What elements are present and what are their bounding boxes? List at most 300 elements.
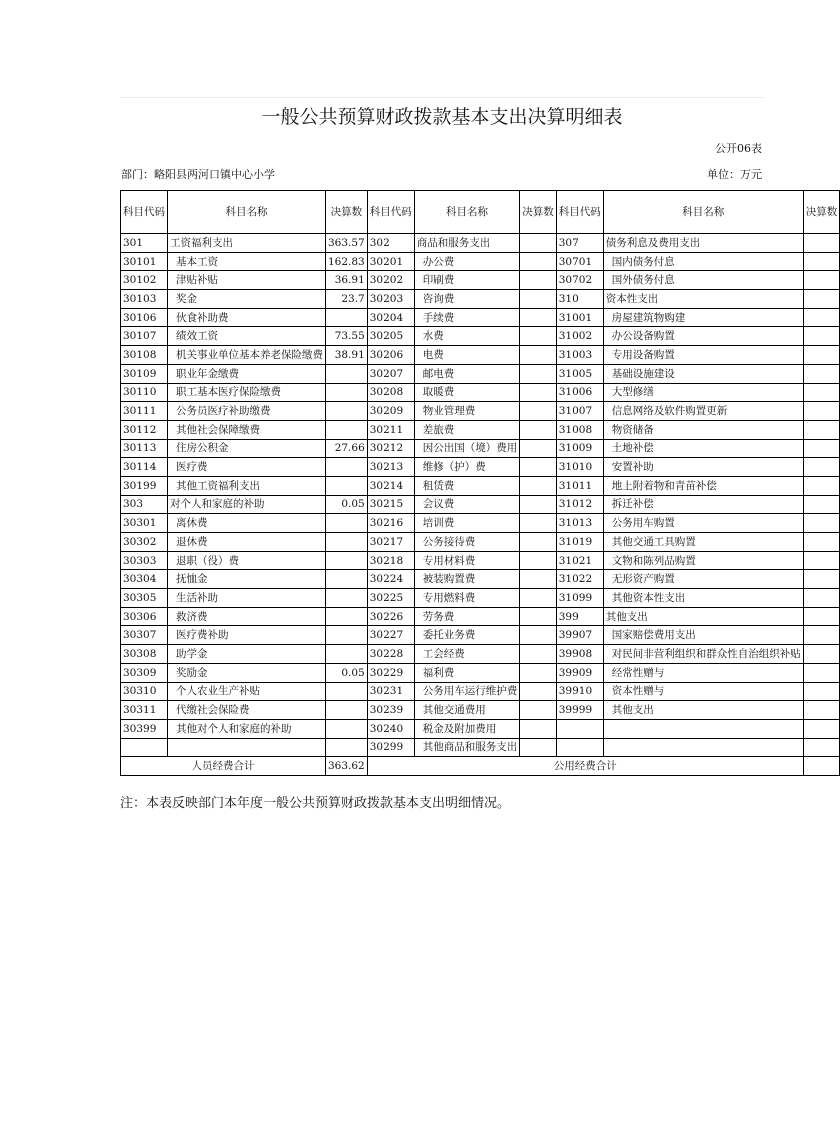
name-cell: 国内债务付息 bbox=[603, 252, 803, 271]
name-cell: 物业管理费 bbox=[414, 402, 520, 421]
name-cell: 公务接待费 bbox=[414, 533, 520, 552]
amount-cell bbox=[326, 383, 368, 402]
code-cell: 30303 bbox=[121, 551, 168, 570]
code-cell: 31013 bbox=[556, 514, 603, 533]
column-header: 科目名称 bbox=[414, 191, 520, 234]
name-cell: 印刷费 bbox=[414, 271, 520, 290]
column-header: 科目代码 bbox=[121, 191, 168, 234]
code-cell: 30114 bbox=[121, 458, 168, 477]
amount-cell bbox=[326, 738, 368, 757]
amount-cell bbox=[803, 383, 840, 402]
amount-cell bbox=[520, 514, 557, 533]
amount-cell bbox=[326, 570, 368, 589]
table-row bbox=[121, 551, 840, 570]
name-cell: 个人农业生产补贴 bbox=[168, 682, 326, 701]
name-cell: 职工基本医疗保险缴费 bbox=[168, 383, 326, 402]
amount-cell bbox=[803, 645, 840, 664]
code-cell: 30701 bbox=[556, 252, 603, 271]
name-cell: 工会经费 bbox=[414, 645, 520, 664]
name-cell bbox=[168, 738, 326, 757]
code-cell: 30102 bbox=[121, 271, 168, 290]
name-cell: 医疗费补助 bbox=[168, 626, 326, 645]
amount-cell bbox=[520, 682, 557, 701]
amount-cell bbox=[520, 738, 557, 757]
amount-cell bbox=[803, 570, 840, 589]
amount-cell bbox=[803, 738, 840, 757]
footnote: 注：本表反映部门本年度一般公共预算财政拨款基本支出明细情况。 bbox=[120, 796, 511, 811]
name-cell: 债务利息及费用支出 bbox=[603, 234, 803, 253]
amount-cell bbox=[326, 719, 368, 738]
amount-cell bbox=[803, 514, 840, 533]
name-cell: 土地补偿 bbox=[603, 439, 803, 458]
amount-cell bbox=[326, 589, 368, 608]
amount-cell bbox=[803, 234, 840, 253]
name-cell: 水费 bbox=[414, 327, 520, 346]
amount-cell bbox=[326, 682, 368, 701]
name-cell: 办公费 bbox=[414, 252, 520, 271]
name-cell: 对民间非营利组织和群众性自治组织补贴 bbox=[603, 645, 803, 664]
amount-cell bbox=[803, 364, 840, 383]
code-cell: 30201 bbox=[367, 252, 414, 271]
code-cell: 30203 bbox=[367, 290, 414, 309]
amount-cell bbox=[803, 458, 840, 477]
name-cell: 其他商品和服务支出 bbox=[414, 738, 520, 757]
name-cell: 地上附着物和青苗补偿 bbox=[603, 476, 803, 495]
code-cell: 310 bbox=[556, 290, 603, 309]
name-cell: 被装购置费 bbox=[414, 570, 520, 589]
code-cell: 30111 bbox=[121, 402, 168, 421]
code-cell: 30199 bbox=[121, 476, 168, 495]
name-cell: 培训费 bbox=[414, 514, 520, 533]
table-row bbox=[121, 719, 840, 738]
table-row bbox=[121, 439, 840, 458]
name-cell: 其他交通工具购置 bbox=[603, 533, 803, 552]
code-cell: 31005 bbox=[556, 364, 603, 383]
personnel-total-value: 363.62 bbox=[326, 757, 368, 776]
name-cell: 其他支出 bbox=[603, 607, 803, 626]
table-row bbox=[121, 383, 840, 402]
name-cell: 办公设备购置 bbox=[603, 327, 803, 346]
code-cell: 301 bbox=[121, 234, 168, 253]
code-cell: 30103 bbox=[121, 290, 168, 309]
amount-cell bbox=[803, 271, 840, 290]
name-cell: 手续费 bbox=[414, 308, 520, 327]
name-cell: 津贴补贴 bbox=[168, 271, 326, 290]
amount-cell bbox=[803, 439, 840, 458]
name-cell bbox=[603, 719, 803, 738]
code-cell: 30107 bbox=[121, 327, 168, 346]
name-cell: 工资福利支出 bbox=[168, 234, 326, 253]
table-header-row bbox=[121, 191, 840, 234]
table-row bbox=[121, 420, 840, 439]
name-cell: 职业年金缴费 bbox=[168, 364, 326, 383]
amount-cell bbox=[326, 645, 368, 664]
amount-cell bbox=[803, 290, 840, 309]
name-cell: 医疗费 bbox=[168, 458, 326, 477]
name-cell bbox=[603, 738, 803, 757]
code-cell: 30227 bbox=[367, 626, 414, 645]
column-header: 科目代码 bbox=[556, 191, 603, 234]
code-cell: 30209 bbox=[367, 402, 414, 421]
code-cell: 30702 bbox=[556, 271, 603, 290]
code-cell: 30112 bbox=[121, 420, 168, 439]
code-cell: 307 bbox=[556, 234, 603, 253]
name-cell: 住房公积金 bbox=[168, 439, 326, 458]
code-cell: 31011 bbox=[556, 476, 603, 495]
table-row bbox=[121, 364, 840, 383]
code-cell: 30205 bbox=[367, 327, 414, 346]
amount-cell bbox=[520, 719, 557, 738]
table-row bbox=[121, 570, 840, 589]
amount-cell bbox=[326, 364, 368, 383]
amount-cell bbox=[803, 701, 840, 720]
amount-cell bbox=[520, 271, 557, 290]
table-row bbox=[121, 514, 840, 533]
name-cell: 拆迁补偿 bbox=[603, 495, 803, 514]
table-row bbox=[121, 533, 840, 552]
amount-cell: 162.83 bbox=[326, 252, 368, 271]
code-cell: 30216 bbox=[367, 514, 414, 533]
code-cell: 30311 bbox=[121, 701, 168, 720]
amount-cell bbox=[326, 514, 368, 533]
table-row bbox=[121, 234, 840, 253]
amount-cell bbox=[326, 420, 368, 439]
name-cell: 商品和服务支出 bbox=[414, 234, 520, 253]
code-cell: 30306 bbox=[121, 607, 168, 626]
name-cell: 取暖费 bbox=[414, 383, 520, 402]
public-total-value bbox=[803, 757, 840, 776]
amount-cell bbox=[326, 701, 368, 720]
amount-cell bbox=[803, 308, 840, 327]
code-cell: 30299 bbox=[367, 738, 414, 757]
code-cell: 30211 bbox=[367, 420, 414, 439]
code-cell: 30240 bbox=[367, 719, 414, 738]
amount-cell bbox=[520, 570, 557, 589]
code-cell: 31019 bbox=[556, 533, 603, 552]
table-row bbox=[121, 476, 840, 495]
name-cell: 机关事业单位基本养老保险缴费 bbox=[168, 346, 326, 365]
name-cell: 其他资本性支出 bbox=[603, 589, 803, 608]
name-cell: 会议费 bbox=[414, 495, 520, 514]
amount-cell bbox=[520, 364, 557, 383]
name-cell: 房屋建筑物购建 bbox=[603, 308, 803, 327]
name-cell: 邮电费 bbox=[414, 364, 520, 383]
code-cell: 30224 bbox=[367, 570, 414, 589]
amount-cell bbox=[520, 290, 557, 309]
code-cell: 30309 bbox=[121, 663, 168, 682]
name-cell: 税金及附加费用 bbox=[414, 719, 520, 738]
name-cell: 基本工资 bbox=[168, 252, 326, 271]
name-cell: 对个人和家庭的补助 bbox=[168, 495, 326, 514]
name-cell: 差旅费 bbox=[414, 420, 520, 439]
code-cell bbox=[556, 719, 603, 738]
name-cell: 基础设施建设 bbox=[603, 364, 803, 383]
code-cell: 31012 bbox=[556, 495, 603, 514]
code-cell: 30110 bbox=[121, 383, 168, 402]
page-title: 一般公共预算财政拨款基本支出决算明细表 bbox=[261, 106, 623, 128]
code-cell: 30399 bbox=[121, 719, 168, 738]
name-cell: 抚恤金 bbox=[168, 570, 326, 589]
table-row bbox=[121, 589, 840, 608]
code-cell: 30213 bbox=[367, 458, 414, 477]
column-header: 科目代码 bbox=[367, 191, 414, 234]
column-header: 科目名称 bbox=[603, 191, 803, 234]
expenditure-table bbox=[120, 190, 840, 776]
code-cell: 30212 bbox=[367, 439, 414, 458]
code-cell: 30207 bbox=[367, 364, 414, 383]
name-cell: 无形资产购置 bbox=[603, 570, 803, 589]
column-header: 决算数 bbox=[326, 191, 368, 234]
name-cell: 资本性赠与 bbox=[603, 682, 803, 701]
code-cell: 30308 bbox=[121, 645, 168, 664]
name-cell: 国家赔偿费用支出 bbox=[603, 626, 803, 645]
name-cell: 救济费 bbox=[168, 607, 326, 626]
table-row bbox=[121, 308, 840, 327]
code-cell: 31099 bbox=[556, 589, 603, 608]
name-cell: 大型修缮 bbox=[603, 383, 803, 402]
code-cell: 31001 bbox=[556, 308, 603, 327]
code-cell: 39909 bbox=[556, 663, 603, 682]
code-cell: 31022 bbox=[556, 570, 603, 589]
name-cell: 物资储备 bbox=[603, 420, 803, 439]
column-header: 决算数 bbox=[803, 191, 840, 234]
code-cell: 30301 bbox=[121, 514, 168, 533]
name-cell: 咨询费 bbox=[414, 290, 520, 309]
amount-cell bbox=[803, 719, 840, 738]
amount-cell bbox=[803, 533, 840, 552]
name-cell: 电费 bbox=[414, 346, 520, 365]
code-cell: 30304 bbox=[121, 570, 168, 589]
amount-cell bbox=[520, 346, 557, 365]
amount-cell bbox=[326, 626, 368, 645]
code-cell: 30208 bbox=[367, 383, 414, 402]
amount-cell bbox=[803, 495, 840, 514]
amount-cell: 38.91 bbox=[326, 346, 368, 365]
code-cell: 30109 bbox=[121, 364, 168, 383]
amount-cell bbox=[520, 589, 557, 608]
code-cell: 30202 bbox=[367, 271, 414, 290]
table-row bbox=[121, 402, 840, 421]
name-cell: 文物和陈列品购置 bbox=[603, 551, 803, 570]
amount-cell bbox=[520, 495, 557, 514]
code-cell: 30225 bbox=[367, 589, 414, 608]
code-cell: 30204 bbox=[367, 308, 414, 327]
amount-cell bbox=[520, 551, 557, 570]
amount-cell bbox=[803, 607, 840, 626]
name-cell: 资本性支出 bbox=[603, 290, 803, 309]
name-cell: 其他支出 bbox=[603, 701, 803, 720]
amount-cell bbox=[520, 663, 557, 682]
code-cell: 30229 bbox=[367, 663, 414, 682]
amount-cell bbox=[326, 607, 368, 626]
code-cell: 30206 bbox=[367, 346, 414, 365]
amount-cell bbox=[326, 402, 368, 421]
amount-cell bbox=[326, 458, 368, 477]
amount-cell bbox=[803, 682, 840, 701]
code-cell: 30218 bbox=[367, 551, 414, 570]
code-cell: 31006 bbox=[556, 383, 603, 402]
code-cell: 31009 bbox=[556, 439, 603, 458]
name-cell: 奖励金 bbox=[168, 663, 326, 682]
code-cell: 30228 bbox=[367, 645, 414, 664]
unit-label: 单位：万元 bbox=[707, 168, 762, 181]
amount-cell bbox=[520, 701, 557, 720]
department-label: 部门：略阳县两河口镇中心小学 bbox=[121, 168, 275, 181]
table-row bbox=[121, 701, 840, 720]
amount-cell bbox=[803, 551, 840, 570]
public-total-label: 公用经费合计 bbox=[367, 757, 803, 776]
code-cell: 39908 bbox=[556, 645, 603, 664]
name-cell: 其他社会保障缴费 bbox=[168, 420, 326, 439]
amount-cell bbox=[520, 458, 557, 477]
table-row bbox=[121, 346, 840, 365]
amount-cell bbox=[520, 645, 557, 664]
table-row bbox=[121, 290, 840, 309]
name-cell: 福利费 bbox=[414, 663, 520, 682]
code-cell: 31002 bbox=[556, 327, 603, 346]
name-cell: 经常性赠与 bbox=[603, 663, 803, 682]
code-cell: 30101 bbox=[121, 252, 168, 271]
amount-cell bbox=[803, 663, 840, 682]
amount-cell: 0.05 bbox=[326, 663, 368, 682]
code-cell: 30239 bbox=[367, 701, 414, 720]
table-row bbox=[121, 495, 840, 514]
table-row bbox=[121, 663, 840, 682]
table-row bbox=[121, 607, 840, 626]
code-cell: 30108 bbox=[121, 346, 168, 365]
table-row bbox=[121, 626, 840, 645]
code-cell: 39907 bbox=[556, 626, 603, 645]
amount-cell: 363.57 bbox=[326, 234, 368, 253]
amount-cell bbox=[520, 476, 557, 495]
code-cell: 30302 bbox=[121, 533, 168, 552]
amount-cell bbox=[520, 607, 557, 626]
amount-cell bbox=[520, 626, 557, 645]
column-header: 决算数 bbox=[520, 191, 557, 234]
name-cell: 助学金 bbox=[168, 645, 326, 664]
table-row bbox=[121, 271, 840, 290]
name-cell: 绩效工资 bbox=[168, 327, 326, 346]
total-row bbox=[121, 757, 840, 776]
name-cell: 专用燃料费 bbox=[414, 589, 520, 608]
name-cell: 安置补助 bbox=[603, 458, 803, 477]
amount-cell bbox=[803, 476, 840, 495]
amount-cell bbox=[803, 346, 840, 365]
name-cell: 国外债务付息 bbox=[603, 271, 803, 290]
code-cell: 30226 bbox=[367, 607, 414, 626]
amount-cell bbox=[803, 420, 840, 439]
code-cell: 31010 bbox=[556, 458, 603, 477]
column-header: 科目名称 bbox=[168, 191, 326, 234]
name-cell: 租赁费 bbox=[414, 476, 520, 495]
amount-cell: 0.05 bbox=[326, 495, 368, 514]
code-cell bbox=[121, 738, 168, 757]
table-row bbox=[121, 645, 840, 664]
name-cell: 退职（役）费 bbox=[168, 551, 326, 570]
code-cell: 399 bbox=[556, 607, 603, 626]
table-row bbox=[121, 738, 840, 757]
amount-cell bbox=[520, 252, 557, 271]
code-cell: 30310 bbox=[121, 682, 168, 701]
name-cell: 伙食补助费 bbox=[168, 308, 326, 327]
amount-cell: 27.66 bbox=[326, 439, 368, 458]
name-cell: 其他工资福利支出 bbox=[168, 476, 326, 495]
code-cell: 30106 bbox=[121, 308, 168, 327]
name-cell: 公务用车运行维护费 bbox=[414, 682, 520, 701]
table-row bbox=[121, 252, 840, 271]
amount-cell bbox=[520, 402, 557, 421]
code-cell: 30231 bbox=[367, 682, 414, 701]
name-cell: 劳务费 bbox=[414, 607, 520, 626]
amount-cell: 36.91 bbox=[326, 271, 368, 290]
code-cell: 30217 bbox=[367, 533, 414, 552]
code-cell: 31003 bbox=[556, 346, 603, 365]
amount-cell bbox=[326, 551, 368, 570]
code-cell: 39999 bbox=[556, 701, 603, 720]
code-cell: 30113 bbox=[121, 439, 168, 458]
name-cell: 其他对个人和家庭的补助 bbox=[168, 719, 326, 738]
amount-cell bbox=[520, 234, 557, 253]
amount-cell bbox=[326, 308, 368, 327]
name-cell: 其他交通费用 bbox=[414, 701, 520, 720]
table-row bbox=[121, 458, 840, 477]
personnel-total-label: 人员经费合计 bbox=[121, 757, 326, 776]
code-cell: 31008 bbox=[556, 420, 603, 439]
name-cell: 专用材料费 bbox=[414, 551, 520, 570]
amount-cell bbox=[803, 402, 840, 421]
name-cell: 奖金 bbox=[168, 290, 326, 309]
code-cell: 31007 bbox=[556, 402, 603, 421]
code-cell: 30305 bbox=[121, 589, 168, 608]
table-row bbox=[121, 682, 840, 701]
amount-cell bbox=[520, 420, 557, 439]
name-cell: 因公出国（境）费用 bbox=[414, 439, 520, 458]
amount-cell: 73.55 bbox=[326, 327, 368, 346]
name-cell: 公务用车购置 bbox=[603, 514, 803, 533]
amount-cell bbox=[520, 327, 557, 346]
name-cell: 代缴社会保险费 bbox=[168, 701, 326, 720]
amount-cell bbox=[520, 439, 557, 458]
name-cell: 生活补助 bbox=[168, 589, 326, 608]
amount-cell bbox=[520, 533, 557, 552]
code-cell: 302 bbox=[367, 234, 414, 253]
amount-cell bbox=[520, 308, 557, 327]
amount-cell bbox=[326, 476, 368, 495]
name-cell: 离休费 bbox=[168, 514, 326, 533]
name-cell: 信息网络及软件购置更新 bbox=[603, 402, 803, 421]
amount-cell bbox=[803, 626, 840, 645]
code-cell: 303 bbox=[121, 495, 168, 514]
amount-cell bbox=[803, 252, 840, 271]
name-cell: 公务员医疗补助缴费 bbox=[168, 402, 326, 421]
name-cell: 维修（护）费 bbox=[414, 458, 520, 477]
amount-cell bbox=[520, 383, 557, 402]
code-cell: 39910 bbox=[556, 682, 603, 701]
amount-cell: 23.7 bbox=[326, 290, 368, 309]
amount-cell bbox=[326, 533, 368, 552]
code-cell bbox=[556, 738, 603, 757]
code-cell: 30307 bbox=[121, 626, 168, 645]
name-cell: 退休费 bbox=[168, 533, 326, 552]
code-cell: 31021 bbox=[556, 551, 603, 570]
amount-cell bbox=[803, 589, 840, 608]
table-row bbox=[121, 327, 840, 346]
name-cell: 专用设备购置 bbox=[603, 346, 803, 365]
code-cell: 30215 bbox=[367, 495, 414, 514]
table-number: 公开06表 bbox=[715, 142, 762, 155]
code-cell: 30214 bbox=[367, 476, 414, 495]
name-cell: 委托业务费 bbox=[414, 626, 520, 645]
